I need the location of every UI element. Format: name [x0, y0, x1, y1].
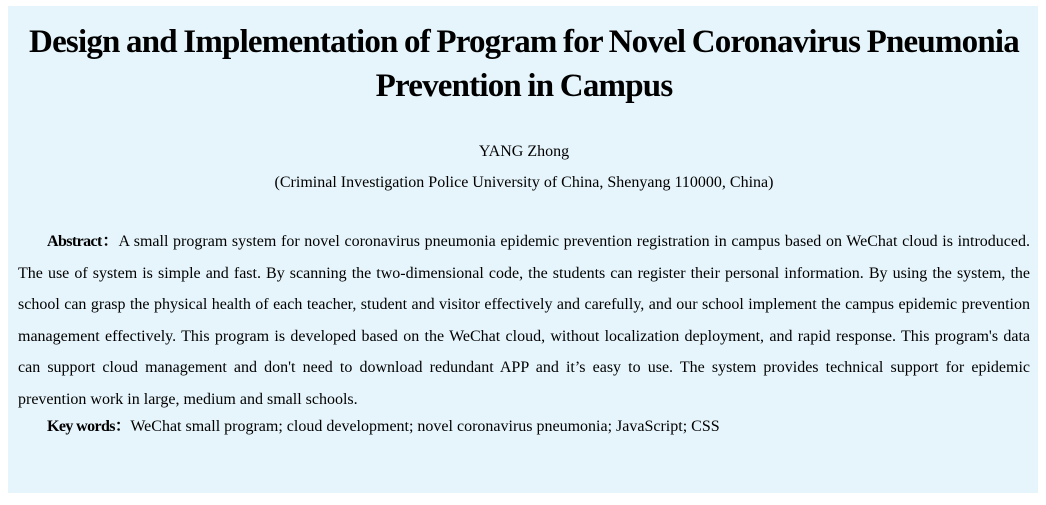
abstract-label: Abstract：: [47, 233, 119, 250]
keywords: [18, 415, 1030, 439]
paper-title: [18, 20, 1030, 108]
keywords-text: WeChat small program; cloud development; novel coronavirus pneumonia; JavaScript; CSS: [130, 418, 720, 435]
paper-title-line-2: Prevention in Campus: [375, 68, 673, 104]
keywords-label: Key words：: [47, 418, 131, 435]
author-name: YANG Zhong: [478, 143, 570, 160]
paper-title-line-1: Design and Implementation of Program for Novel Coronavirus Pneumonia: [29, 24, 1019, 60]
author-affiliation: (Criminal Investigation Police University of China, Shenyang 110000, China): [274, 174, 774, 191]
paper-page: [8, 6, 1038, 493]
abstract: [18, 226, 1030, 415]
abstract-text: A small program system for novel coronavirus pneumonia epidemic prevention registration in campus based on WeChat cloud is introduced. The use of system is simple and fast. By scanning the two-dimensional code, the students can register their personal information. By using the system, the school can grasp the physical health of each teacher, student and visitor effectively and carefully, and our school implement the campus epidemic prevention management effectively. This program is developed based on the WeChat cloud, without localization deployment, and rapid response. This program's data can support cloud management and don't need to download redundant APP and it’s easy to use. The system provides technical support for epidemic prevention work in large, medium and small schools.: [18, 233, 1031, 408]
